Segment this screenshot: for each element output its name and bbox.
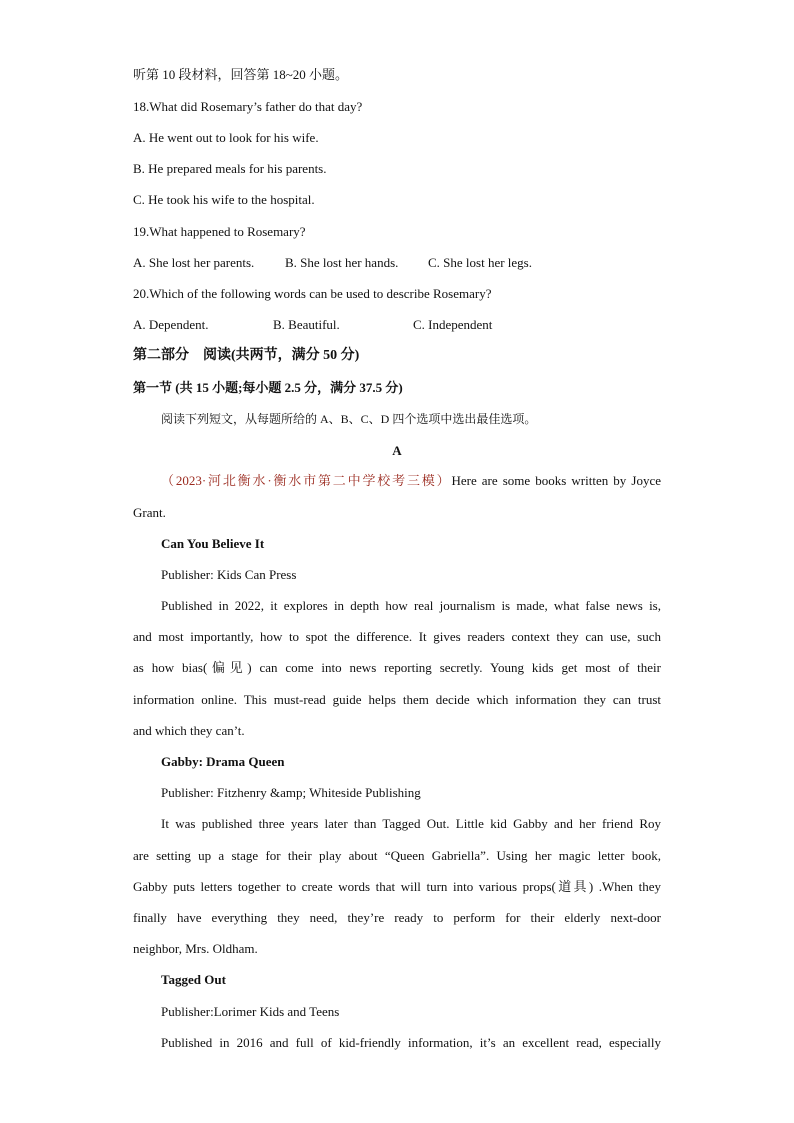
book1-line-2: and most importantly, how to spot the difference. It gives readers context they can use, such	[133, 629, 661, 644]
book1-line-1: Published in 2022, it explores in depth how real journalism is made, what false news is,	[161, 598, 661, 613]
q19-option-c: C. She lost her legs.	[428, 255, 532, 270]
book2-title: Gabby: Drama Queen	[161, 754, 285, 769]
q19-option-b: B. She lost her hands.	[285, 255, 399, 270]
q18-option-c: C. He took his wife to the hospital.	[133, 192, 315, 207]
q20-option-c: C. Independent	[413, 317, 493, 332]
passage-intro	[161, 473, 661, 489]
q18-option-a: A. He went out to look for his wife.	[133, 130, 319, 145]
passage-letter: A	[392, 443, 402, 458]
book3-line-1: Published in 2016 and full of kid-friendly information, it’s an excellent read, especially	[161, 1035, 661, 1050]
book2-line-2: are setting up a stage for their play about “Queen Gabriella”. Using her magic letter book,	[133, 848, 661, 863]
q18-option-b: B. He prepared meals for his parents.	[133, 161, 327, 176]
q20-option-a: A. Dependent.	[133, 317, 209, 332]
book2-line-5: neighbor, Mrs. Oldham.	[133, 941, 258, 956]
intro-continuation: Grant.	[133, 505, 166, 520]
book3-publisher: Publisher:Lorimer Kids and Teens	[161, 1004, 340, 1019]
question-18: 18.What did Rosemary’s father do that day?	[133, 99, 363, 114]
q20-options	[133, 317, 492, 333]
passage-label	[133, 443, 661, 459]
part-two-title: 第二部分 阅读(共两节，满分 50 分)	[133, 348, 360, 363]
question-19: 19.What happened to Rosemary?	[133, 224, 306, 239]
book1-line-5: and which they can’t.	[133, 723, 245, 738]
intro-text: Here are some books written by Joyce	[451, 473, 661, 488]
q20-option-b: B. Beautiful.	[273, 317, 340, 332]
section-one-title: 第一节 (共 15 小题;每小题 2.5 分，满分 37.5 分)	[133, 380, 403, 395]
book1-line-3: as how bias(偏见) can come into news reporting secretly. Young kids get most of their	[133, 660, 661, 675]
source-note: （2023·河北衡水·衡水市第二中学校考三模）	[161, 473, 452, 488]
book3-title: Tagged Out	[161, 972, 226, 987]
reading-instruction: 阅读下列短文，从每题所给的 A、B、C、D 四个选项中选出最佳选项。	[161, 412, 537, 426]
book1-title: Can You Believe It	[161, 536, 265, 551]
listening-intro: 听第 10 段材料，回答第 18~20 小题。	[133, 67, 349, 82]
book1-publisher: Publisher: Kids Can Press	[161, 567, 297, 582]
q19-option-a: A. She lost her parents.	[133, 255, 255, 270]
book2-line-1: It was published three years later than Tagged Out. Little kid Gabby and her friend Roy	[161, 816, 661, 831]
book2-line-3: Gabby puts letters together to create words that will turn into various props(道具) .When they	[133, 879, 661, 894]
book2-line-4: finally have everything they need, they’re ready to perform for their elderly next-door	[133, 910, 661, 925]
book2-publisher: Publisher: Fitzhenry &amp; Whiteside Publishing	[161, 785, 421, 800]
book1-line-4: information online. This must-read guide helps them decide which information they can trust	[133, 692, 661, 707]
q19-options	[133, 255, 532, 271]
question-20: 20.Which of the following words can be used to describe Rosemary?	[133, 286, 492, 301]
